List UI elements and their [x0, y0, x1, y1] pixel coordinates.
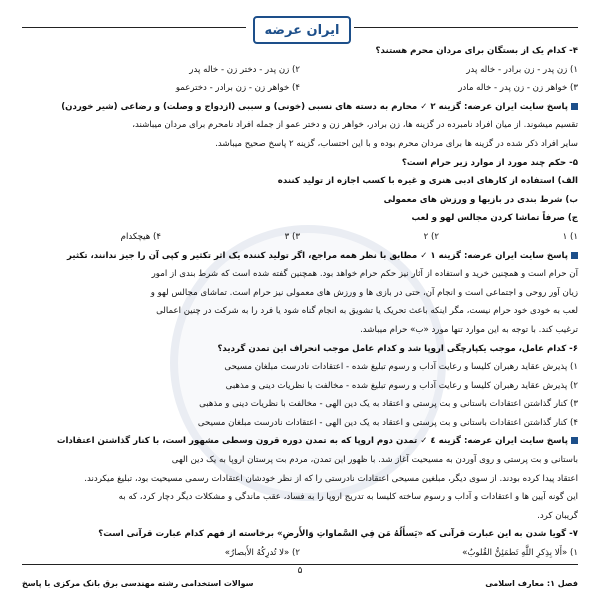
option-item: ۱) ۱ — [562, 231, 578, 242]
option-item: ۳) ۳ — [284, 231, 300, 242]
footer — [22, 564, 578, 592]
option-row — [22, 79, 578, 98]
site-logo: ایران عرضه — [253, 16, 351, 44]
header-rule-right — [354, 27, 578, 28]
option-item: ۲) زن پدر - دختر زن - خاله پدر — [189, 64, 300, 75]
option-item: ۲) ۲ — [423, 231, 439, 242]
footer-rule — [22, 564, 578, 565]
option-item: ۳) خواهر زن - زن پدر - خاله مادر — [458, 83, 578, 94]
text-line: ۴) کنار گذاشتن اعتقادات باستانی و بت پرستی و اعتقاد به یک دین الهی - اعتقادات نادرست مبلغان مسیحی — [197, 417, 578, 428]
option-row — [22, 544, 578, 563]
text-line: زیان آور روحی و اجتماعی است و انجام آن، حتی در بازی ها و ورزش های معمولی نیز حرام است. تماشای مجالس لهو و — [150, 287, 578, 298]
document-body — [22, 42, 578, 563]
question-line: ۶- کدام عامل، موجب یکپارچگی اروپا شد و کدام عامل موجب انحراف این تمدن گردید؟ — [217, 343, 578, 354]
option-row — [22, 61, 578, 80]
text-line: ترغیب کند. با توجه به این موارد تنها مورد «ب» حرام میباشد. — [360, 324, 578, 335]
question-line: ج) صرفاً تماشا کردن مجالس لهو و لعب — [411, 213, 578, 224]
text-line: سایر افراد ذکر شده در گزینه ها برای مردان محرم بوده و با این احتساب، گزینه ۲ پاسخ صحیح میباشد. — [215, 138, 578, 149]
answer-text: پاسخ سایت ایران عرضه: گزینه ۲ ✓ محارم به دسته های نسبی (خونی) و سببی (ازدواج و وصلت) و رضاعی (شیر خوردن) — [61, 101, 568, 112]
page-number: ۵ — [297, 566, 303, 576]
text-line: لعب به خودی خود حرام نیست، مگر اینکه باعث تحریک یا تشویق به انجام گناه شود یا فرد را به شرکت در چنین اعمالی — [156, 306, 578, 317]
question-line: ب) شرط بندی در بازیها و ورزش های معمولی — [383, 194, 578, 205]
answer-text: پاسخ سایت ایران عرضه: گزینه ٤ ✓ تمدن دوم اروپا که به تمدن دوره قرون وسطی مشهور است، با کنار گذاشتن اعتقادات — [56, 436, 568, 447]
text-line: باستانی و بت پرستی و روی آوردن به مسیحیت آغاز شد. با ظهور این تمدن، مردم بت پرستان اروپا به یک دین الهی — [171, 455, 578, 466]
answer-icon — [571, 437, 578, 444]
text-line: ۳) کنار گذاشتن اعتقادات باستانی و بت پرستی و اعتقاد به یک دین الهی - مخالفت با نظریات دینی و مذهبی — [199, 399, 578, 410]
answer-icon — [571, 103, 578, 110]
answer-line — [22, 98, 578, 117]
option-item: ۲) «لا تُدرِكُهُ الأَبصارُ» — [224, 548, 300, 559]
option-item: ۴) خواهر زن - زن برادر - دخترعمو — [175, 83, 300, 94]
question-line: ۷- گویا شدن به این عبارت قرآنی که «يَسأَلُهُ مَن فِي السَّماواتِ وَالأَرضِ» برخاسته از فهم کدام عبارت قرآنی است؟ — [98, 529, 578, 540]
answer-icon — [571, 252, 578, 259]
answer-line — [22, 247, 578, 266]
text-line: ۱) پذیرش عقاید رهبران کلیسا و رعایت آداب و رسوم تبلیغ شده - اعتقادات نادرست مبلغان مسیحی — [224, 362, 578, 373]
text-line: گریبان کرد. — [537, 510, 578, 521]
header-rule-left — [22, 27, 246, 28]
option-item: ۱) «أَلا بِذِكرِ اللَّهِ تَطمَئِنُّ القُلوبُ» — [462, 548, 578, 559]
answer-line — [22, 432, 578, 451]
text-line: ۲) پذیرش عقاید رهبران کلیسا و رعایت آداب و رسوم تبلیغ شده - مخالفت با نظریات دینی و مذهبی — [225, 380, 578, 391]
footer-right-text: سوالات استخدامی رشته مهندسی برق بانک مرکزی با پاسخ — [22, 579, 254, 588]
question-line: الف) استفاده از کارهای ادبی هنری و غیره با کسب اجازه از تولید کننده — [277, 176, 578, 187]
header — [0, 8, 600, 38]
text-line: آن حرام است و همچنین خرید و استفاده از آثار نیز حکم حرام خواهد بود. همچنین گفته شده است که شرط بندی از امور — [151, 269, 578, 280]
text-line: اعتقاد پیدا کرده بودند. از سوی دیگر، مبلغین مسیحی اعتقادات نادرستی را که از نظر خودشان اعتقادات رسمی مسیحیت بود، تبلیغ میکردند. — [84, 473, 578, 484]
text-line: این گونه آیین ها و اعتقادات و آداب و رسوم ساخته کلیسا به تدریج اروپا را به فساد، عقب ماندگی و مشکلات دیگر دچار کرد، که به — [118, 492, 578, 503]
footer-left-text: فصل ۱: معارف اسلامی — [485, 579, 578, 588]
option-item: ۴) هیچکدام — [120, 231, 161, 242]
option-item: ۱) زن پدر - زن برادر - خاله پدر — [466, 64, 578, 75]
question-line: ۵- حکم چند مورد از موارد زیر حرام است؟ — [401, 157, 578, 168]
option-row — [22, 228, 578, 247]
question-line: ۴- کدام یک از بستگان برای مردان محرم هستند؟ — [375, 46, 578, 56]
text-line: تقسیم میشوند. از میان افراد نامبرده در گزینه ها، زن برادر، خواهر زن و دختر عمو از جمله افراد نامحرم برای مردان میباشند، — [132, 120, 578, 131]
answer-text: پاسخ سایت ایران عرضه: گزینه ۱ ✓ مطابق با نظر همه مراجع، اگر تولید کننده یک اثر تکثیر و کپی آن را جیز ندانند، تکثیر — [66, 250, 568, 261]
